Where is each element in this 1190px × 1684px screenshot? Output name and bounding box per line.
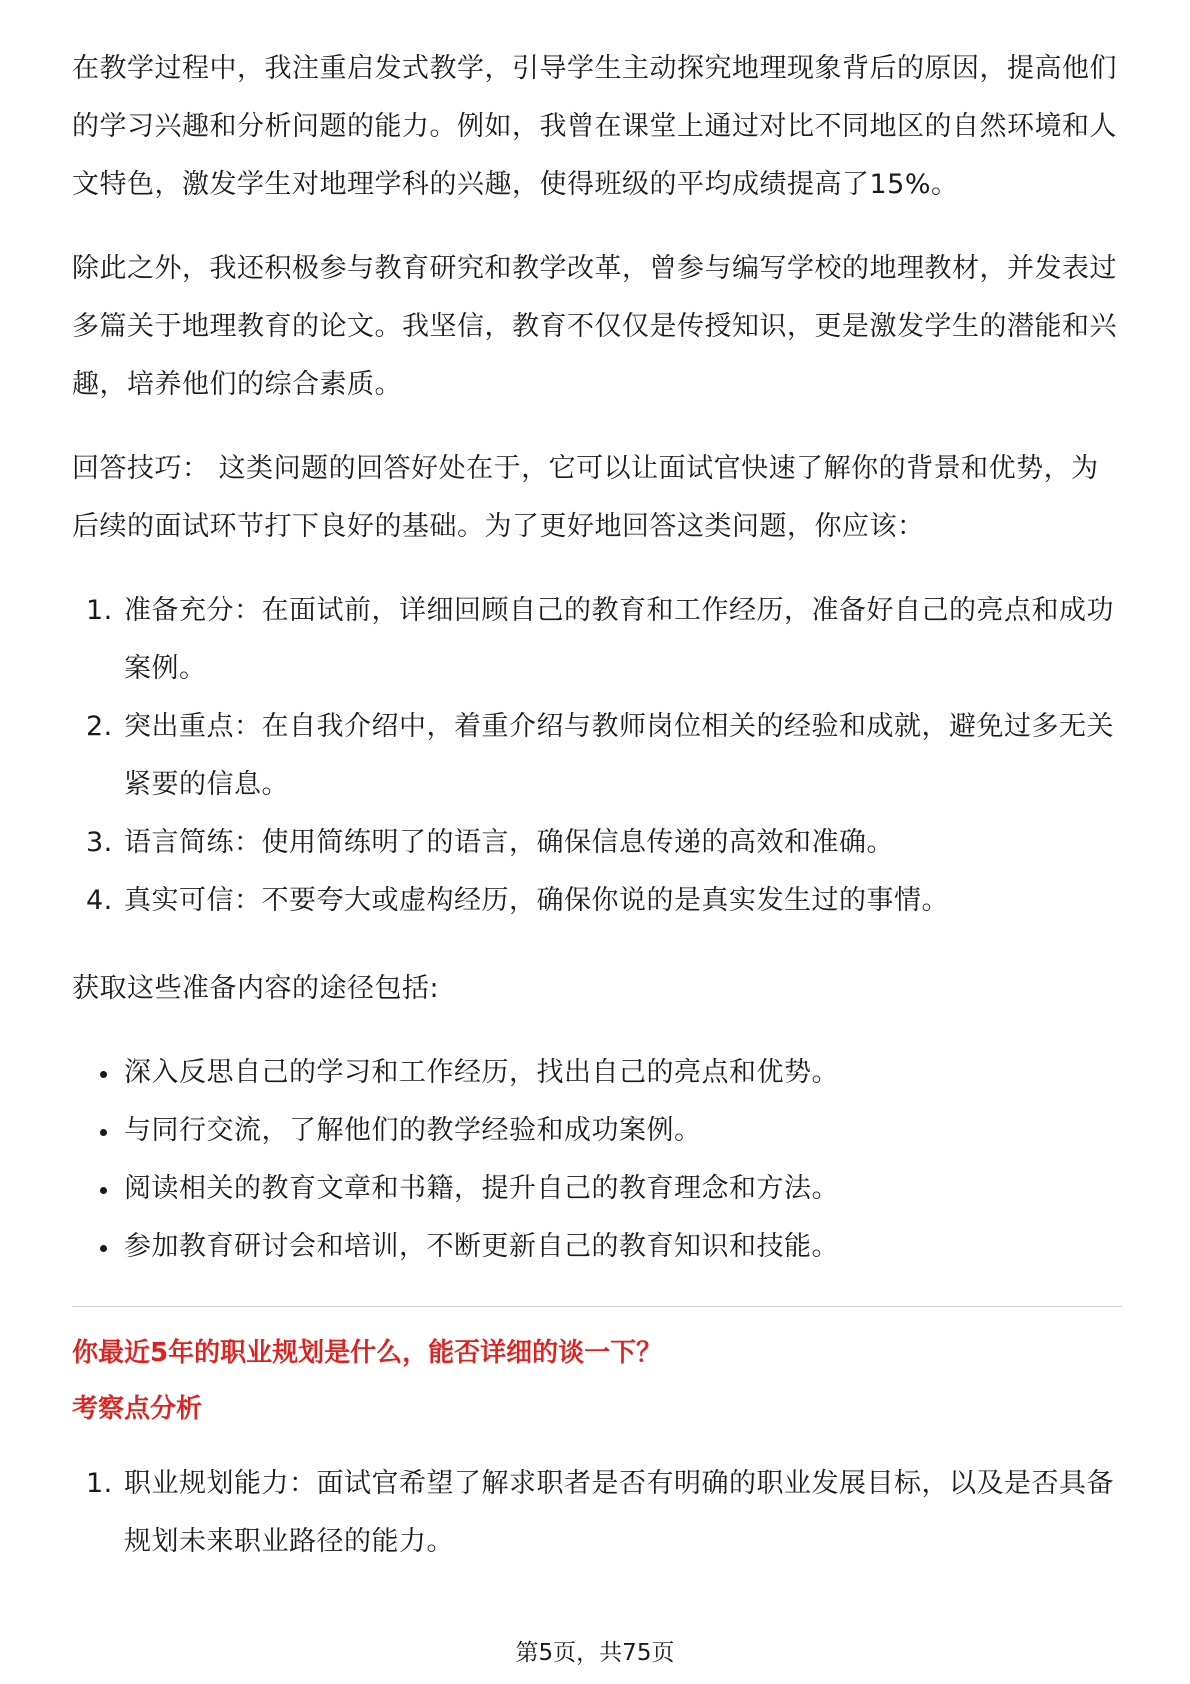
- list-item-text: 准备充分：在面试前，详细回顾自己的教育和工作经历，准备好自己的亮点和成功案例。: [124, 595, 1114, 684]
- analysis-list: [72, 1455, 1122, 1571]
- paragraph-research: 除此之外，我还积极参与教育研究和教学改革，曾参与编写学校的地理教材，并发表过多篇关于地理教育的论文。我坚信，教育不仅仅是传授知识，更是激发学生的潜能和兴趣，培养他们的综合素质。: [72, 253, 1117, 400]
- list-item: [72, 1160, 1122, 1218]
- bullet-icon: [100, 1187, 107, 1194]
- question-heading: 你最近5年的职业规划是什么，能否详细的谈一下？: [72, 1338, 663, 1368]
- list-item-text: 真实可信：不要夸大或虚构经历，确保你说的是真实发生过的事情。: [124, 885, 949, 916]
- list-number: 1.: [86, 1468, 113, 1499]
- list-number: 2.: [86, 711, 113, 742]
- list-number: 3.: [86, 827, 113, 858]
- analysis-heading: 考察点分析: [72, 1394, 203, 1424]
- paragraph-answer-tips: 回答技巧： 这类问题的回答好处在于，它可以让面试官快速了解你的背景和优势，为后续的面试环节打下良好的基础。为了更好地回答这类问题，你应该：: [72, 453, 1099, 542]
- list-item-text: 与同行交流，了解他们的教学经验和成功案例。: [124, 1115, 702, 1146]
- ways-list: [72, 1044, 1122, 1276]
- list-item: [72, 698, 1122, 814]
- list-number: 1.: [86, 595, 113, 626]
- ways-intro: 获取这些准备内容的途径包括:: [72, 973, 440, 1004]
- bullet-icon: [100, 1129, 107, 1136]
- list-item: [72, 582, 1122, 698]
- bullet-icon: [100, 1245, 107, 1252]
- document-page: [72, 40, 1122, 1601]
- list-item-text: 职业规划能力：面试官希望了解求职者是否有明确的职业发展目标，以及是否具备规划未来职业路径的能力。: [124, 1468, 1114, 1557]
- bullet-icon: [100, 1071, 107, 1078]
- list-item: [72, 814, 1122, 872]
- list-item: [72, 1455, 1122, 1571]
- list-item-text: 深入反思自己的学习和工作经历，找出自己的亮点和优势。: [124, 1057, 839, 1088]
- list-item: [72, 872, 1122, 930]
- list-item-text: 阅读相关的教育文章和书籍，提升自己的教育理念和方法。: [124, 1173, 839, 1204]
- list-item: [72, 1218, 1122, 1276]
- list-item: [72, 1044, 1122, 1102]
- list-number: 4.: [86, 885, 113, 916]
- list-item-text: 突出重点：在自我介绍中，着重介绍与教师岗位相关的经验和成就，避免过多无关紧要的信息。: [124, 711, 1114, 800]
- page-footer: 第5页，共75页: [515, 1640, 675, 1666]
- list-item-text: 语言简练：使用简练明了的语言，确保信息传递的高效和准确。: [124, 827, 894, 858]
- list-item-text: 参加教育研讨会和培训，不断更新自己的教育知识和技能。: [124, 1231, 839, 1262]
- paragraph-teaching: 在教学过程中，我注重启发式教学，引导学生主动探究地理现象背后的原因，提高他们的学习兴趣和分析问题的能力。例如，我曾在课堂上通过对比不同地区的自然环境和人文特色，激发学生对地理学科的兴趣，使得班级的平均成绩提高了15%。: [72, 53, 1117, 200]
- list-item: [72, 1102, 1122, 1160]
- section-divider: [72, 1306, 1122, 1307]
- tips-list: [72, 582, 1122, 930]
